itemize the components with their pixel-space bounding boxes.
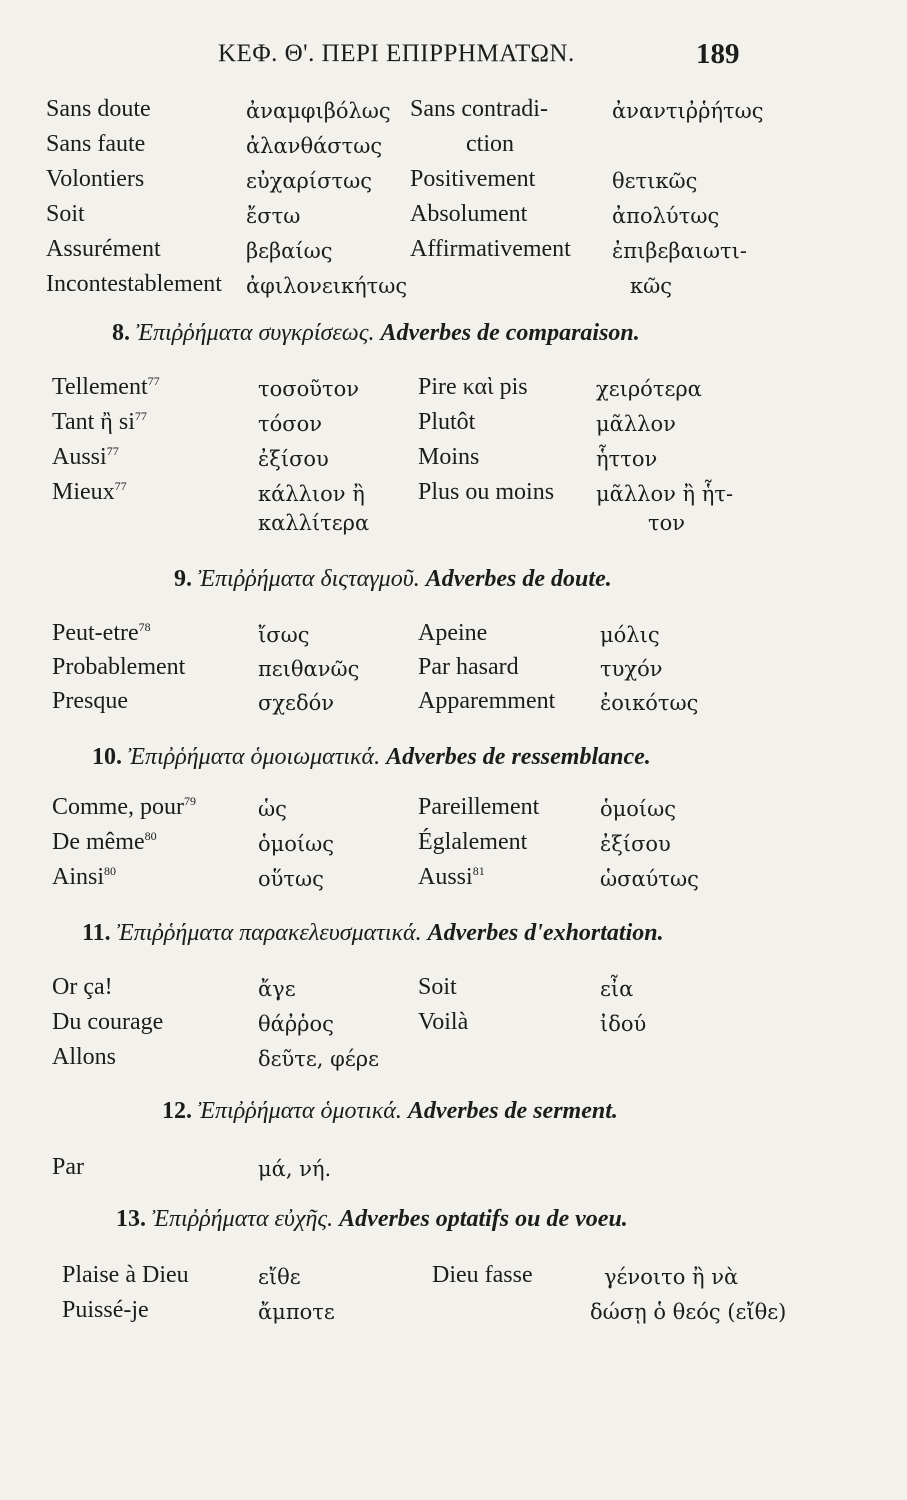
greek-term-text: χειρότερα [596,377,702,401]
french-term-text: Églalement [418,829,528,855]
greek-term [612,204,719,228]
french-term-text: Aussi [418,864,473,890]
french-term-text: Tant ἢ si [52,409,135,435]
greek-term [612,169,697,193]
greek-term [258,977,296,1001]
greek-term-text: ὁμοίως [258,832,335,856]
french-term [410,201,527,228]
greek-term-text: καλλίτερα [258,511,370,535]
footnote-ref: 78 [138,620,151,634]
french-term-text: Positivement [410,166,536,192]
footnote-ref: 80 [104,864,117,878]
french-term-text: Sans contradi- [410,96,548,122]
greek-term-text: γένοιτο ἢ νὰ [604,1265,739,1289]
greek-term-text: ἀναντιῤῥήτως [612,99,764,123]
french-term-text: Apeine [418,620,488,646]
greek-term-text: μᾶλλον [596,412,676,436]
footnote-ref: 77 [114,479,127,493]
section-heading [162,1098,618,1125]
section-number: 10. [92,744,122,770]
greek-term [600,867,699,891]
french-term [46,236,161,263]
french-term [418,794,539,821]
section-french-title: Adverbes de comparaison. [380,320,640,346]
french-term-text: Volontiers [46,166,145,192]
greek-term [612,99,764,123]
greek-term [596,447,657,471]
french-term [52,864,116,891]
french-term-text: Mieux [52,479,115,505]
french-term [46,96,151,123]
greek-term-text: ἀπολύτως [612,204,720,228]
french-term [52,409,147,436]
greek-term-text: οὕτως [258,867,324,891]
french-term-text: Comme, pour [52,794,184,820]
footnote-ref: 79 [184,794,196,808]
french-term [52,974,113,1001]
greek-term-text: ἀναμφιβόλως [246,99,391,123]
french-term [410,166,535,193]
french-term-text: Allons [52,1044,117,1070]
french-term-text: Pire καὶ pis [418,374,528,400]
greek-term [596,377,702,401]
french-term-text: Moins [418,444,480,470]
greek-term-text: θετικῶς [612,169,698,193]
french-term [46,131,145,158]
french-term [418,409,475,436]
section-greek-title: Ἐπιῤῥήματα ὁμοτικά. [198,1098,402,1124]
greek-term [600,691,698,715]
greek-term [258,623,309,647]
greek-term [258,482,365,506]
french-term-text: Sans doute [46,96,151,122]
french-term [46,201,85,228]
french-term-text: ction [466,131,514,157]
greek-term-text: ὡς [258,797,287,821]
greek-term [258,832,334,856]
greek-term [258,797,287,821]
greek-term-text: ἐξίσου [600,832,671,856]
french-term-text: Or ça! [52,974,113,1000]
greek-term [258,867,324,891]
french-term-text: Puissé-je [62,1297,149,1323]
greek-term-text: κῶς [630,274,673,298]
greek-term [600,623,660,647]
greek-term-text: ἔστω [246,204,301,228]
french-term-text: Dieu fasse [432,1262,533,1288]
greek-term-text: ἧττον [596,447,658,471]
french-term-text: Ainsi [52,864,105,890]
section-number: 11. [82,920,111,946]
greek-term [258,1265,301,1289]
french-term [52,479,127,506]
greek-term-text: μᾶλλον ἢ ἧτ- [596,482,734,506]
french-term [418,1009,468,1036]
french-term [62,1262,189,1289]
french-term [52,620,151,647]
greek-term-text: ἰδού [600,1012,647,1036]
greek-term [258,1157,331,1181]
greek-term [258,1047,379,1071]
french-term-text: Soit [46,201,85,227]
section-greek-title: Ἐπιῤῥήματα συγκρίσεως. [136,320,375,346]
french-term-text: Tellement [52,374,148,400]
french-term-text: De même [52,829,145,855]
greek-term-text: ὡσαύτως [600,867,699,891]
french-term-text: Assurément [46,236,161,262]
french-term [46,271,222,298]
greek-term-text: ἀλανθάστως [246,134,383,158]
french-term-text: Affirmativement [410,236,571,262]
greek-term [258,412,322,436]
greek-term-text: εἴθε [258,1265,301,1289]
french-term-text: Voilà [418,1009,469,1035]
french-term [410,236,571,263]
section-heading [92,744,651,771]
greek-term-text: εἶα [600,977,634,1001]
greek-term [600,832,671,856]
greek-term-text: ἐοικότως [600,691,699,715]
french-term-text: Plus ou moins [418,479,555,505]
section-french-title: Adverbes de serment. [407,1098,618,1124]
section-greek-title: Ἐπιῤῥήματα ὁμοιωματικά. [128,744,381,770]
french-term [52,1154,84,1181]
section-number: 9. [174,566,192,592]
chapter-title: ΚΕΦ. Θ'. ΠΕΡΙ ΕΠΙΡΡΗΜΑΤΩΝ. [218,40,575,67]
greek-term-text: μά, νή. [258,1157,332,1181]
greek-term-text: δεῦτε, φέρε [258,1047,379,1071]
french-term-text: Plaise à Dieu [62,1262,189,1288]
page-number: 189 [696,38,740,70]
section-number: 12. [162,1098,192,1124]
footnote-ref: 81 [472,864,485,878]
french-term [52,1044,116,1071]
section-french-title: Adverbes de doute. [425,566,612,592]
greek-term [600,797,676,821]
greek-term [630,274,672,298]
footnote-ref: 77 [147,374,160,388]
section-number: 8. [112,320,130,346]
greek-term [246,239,332,263]
section-greek-title: Ἐπιῤῥήματα διςταγμοῦ. [198,566,420,592]
greek-term [246,204,300,228]
section-french-title: Adverbes d'exhortation. [427,920,664,946]
french-term-text: Aussi [52,444,107,470]
french-term-text: Par [52,1154,84,1180]
french-term [418,654,519,681]
greek-term-text: σχεδόν [258,691,334,715]
french-term-text: Soit [418,974,457,1000]
greek-term [600,1012,646,1036]
footnote-ref: 77 [106,444,119,458]
greek-term [612,239,747,263]
section-heading [116,1206,628,1233]
greek-term [596,482,733,506]
greek-term-text: βεβαίως [246,239,333,263]
greek-term-text: τόσον [258,412,323,436]
greek-term-text: ἐπιβεβαιωτι- [612,239,747,263]
french-term-text: Pareillement [418,794,540,820]
french-term [432,1262,533,1289]
french-term-text: Sans faute [46,131,146,157]
french-term [62,1297,149,1324]
french-term-text: Incontestablement [46,271,222,297]
greek-term-text: τοσοῦτον [258,377,360,401]
french-term-text: Plutôt [418,409,476,435]
footnote-ref: 80 [144,829,157,843]
french-term [418,374,528,401]
french-term [52,1009,163,1036]
greek-term-text: τυχόν [600,657,663,681]
section-greek-title: Ἐπιῤῥήματα εὐχῆς. [152,1206,334,1232]
greek-term [600,657,663,681]
greek-term-text: ἄμποτε [258,1300,335,1324]
greek-term [648,511,685,535]
greek-term [258,657,359,681]
greek-term-text: ἴσως [258,623,310,647]
french-term [466,131,514,158]
french-term [52,444,119,471]
french-term-text: Du courage [52,1009,164,1035]
greek-term [596,412,676,436]
running-head [0,40,907,80]
french-term-text: Peut-etre [52,620,139,646]
french-term [418,479,554,506]
footnote-ref: 77 [134,409,147,423]
greek-term-text: ἐξίσου [258,447,329,471]
french-term [418,864,485,891]
greek-term-text: ἄγε [258,977,296,1001]
french-term [52,374,160,401]
french-term-text: Absolument [410,201,528,227]
greek-term [258,1300,335,1324]
greek-term-text: τον [648,511,686,535]
french-term [52,829,157,856]
greek-term [246,134,382,158]
greek-term-text: ἀφιλονεικήτως [246,274,408,298]
greek-term [590,1300,786,1324]
greek-term-text: πειθανῶς [258,657,360,681]
french-term-text: Apparemment [418,688,556,714]
greek-term [246,274,407,298]
french-term-text: Par hasard [418,654,519,680]
section-heading [174,566,612,593]
section-number: 13. [116,1206,146,1232]
greek-term [258,511,369,535]
greek-term-text: εὐχαρίστως [246,169,372,193]
french-term [52,688,128,715]
greek-term-text: κάλλιον ἢ [258,482,365,506]
greek-term [258,1012,334,1036]
section-heading [82,920,664,947]
french-term-text: Presque [52,688,128,714]
french-term [418,444,479,471]
section-greek-title: Ἐπιῤῥήματα παρακελευσματικά. [116,920,422,946]
greek-term [258,377,359,401]
greek-term-text: δώσῃ ὁ θεός (εἴθε) [590,1300,787,1324]
french-term [46,166,144,193]
greek-term [600,977,633,1001]
section-french-title: Adverbes de ressemblance. [386,744,651,770]
greek-term-text: μόλις [600,623,660,647]
section-heading [112,320,640,347]
french-term [418,620,487,647]
greek-term-text: θάῤῥος [258,1012,334,1036]
greek-term [258,447,329,471]
greek-term [246,99,391,123]
french-term [418,829,527,856]
french-term-text: Probablement [52,654,186,680]
french-term [418,974,457,1001]
french-term [52,794,196,821]
french-term [410,96,548,123]
french-term [52,654,185,681]
greek-term [258,691,334,715]
greek-term-text: ὁμοίως [600,797,677,821]
greek-term [246,169,372,193]
section-french-title: Adverbes optatifs ou de voeu. [339,1206,628,1232]
french-term [418,688,555,715]
greek-term [604,1265,738,1289]
